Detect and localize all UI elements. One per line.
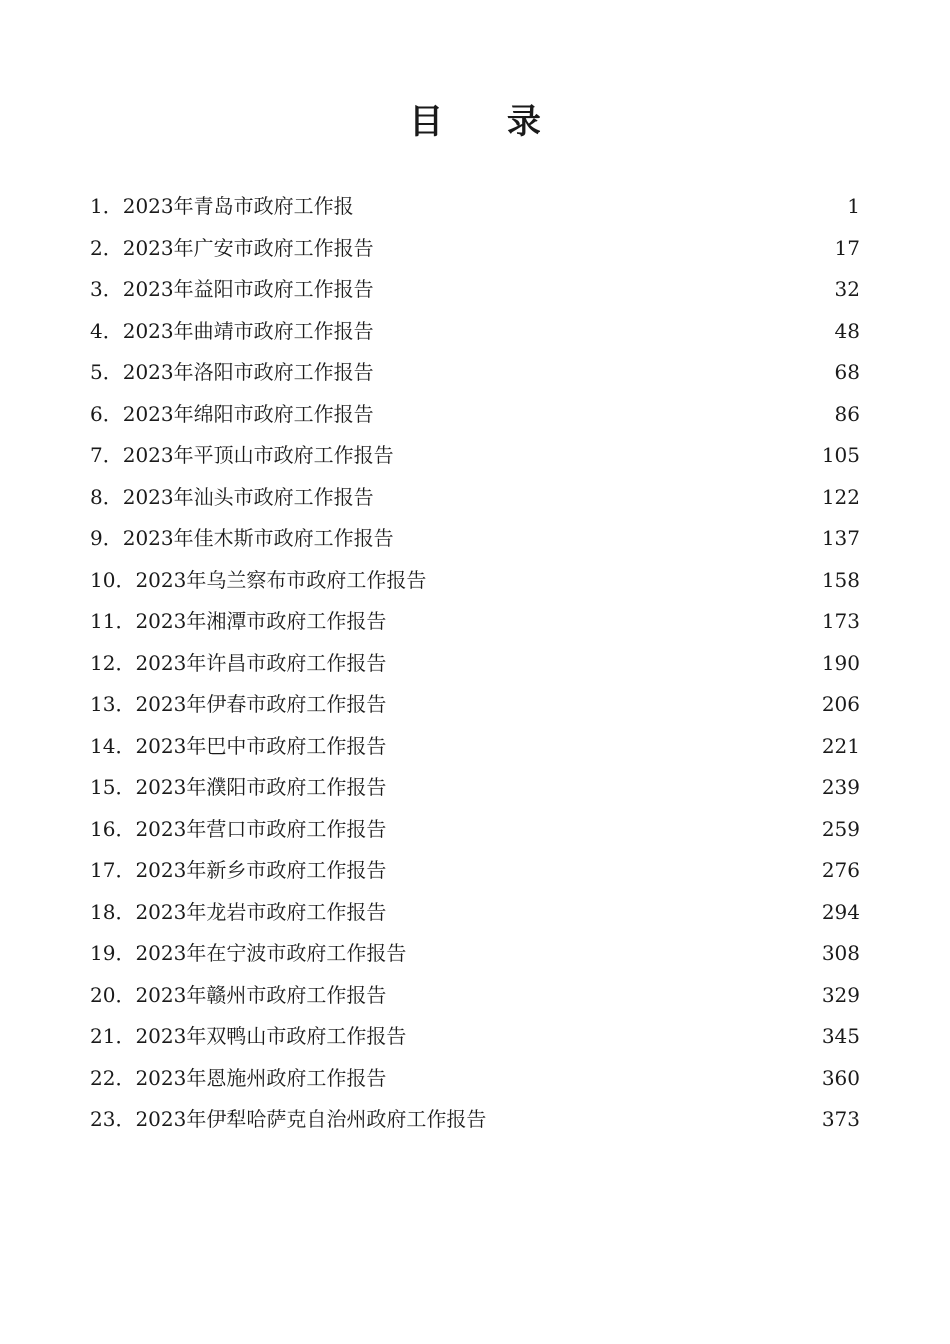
toc-entry[interactable] xyxy=(90,809,860,851)
toc-entry-label: 13．2023年伊春市政府工作报告 xyxy=(90,692,387,716)
toc-entry-label: 5．2023年洛阳市政府工作报告 xyxy=(90,360,374,384)
toc-entry[interactable] xyxy=(90,394,860,436)
toc-entry-label: 12．2023年许昌市政府工作报告 xyxy=(90,650,387,675)
toc-entry[interactable] xyxy=(90,933,860,975)
toc-entry[interactable] xyxy=(90,435,860,477)
toc-entry-page: 206 xyxy=(821,692,860,716)
toc-entry[interactable] xyxy=(90,560,860,602)
toc-entry-label: 2．2023年广安市政府工作报告 xyxy=(90,235,374,260)
toc-entry-label: 21．2023年双鸭山市政府工作报告 xyxy=(90,1024,407,1048)
toc-entry-page: 1 xyxy=(847,194,860,218)
toc-entry-page: 259 xyxy=(821,816,860,841)
toc-entry-label: 17．2023年新乡市政府工作报告 xyxy=(90,858,387,882)
toc-entry-label: 22．2023年恩施州政府工作报告 xyxy=(90,1065,387,1090)
toc-entry-label: 1．2023年青岛市政府工作报 xyxy=(90,194,354,218)
toc-entry[interactable] xyxy=(90,643,860,685)
toc-entry-page: 345 xyxy=(821,1024,860,1048)
toc-entry-label: 6．2023年绵阳市政府工作报告 xyxy=(90,401,374,426)
toc-entry[interactable] xyxy=(90,850,860,892)
toc-entry-page: 221 xyxy=(821,733,860,758)
toc-entry-page: 276 xyxy=(821,858,860,882)
toc-entry-label: 14．2023年巴中市政府工作报告 xyxy=(90,733,387,758)
toc-entry-page: 308 xyxy=(821,941,860,965)
toc-entry[interactable] xyxy=(90,726,860,768)
toc-entry-page: 32 xyxy=(834,277,860,301)
toc-entry-label: 16．2023年营口市政府工作报告 xyxy=(90,816,387,841)
page-title: 目 录 xyxy=(409,102,567,142)
toc-entry-page: 105 xyxy=(821,443,860,467)
toc-entry-page: 137 xyxy=(821,526,860,550)
toc-entry[interactable] xyxy=(90,1099,860,1141)
toc-entry[interactable] xyxy=(90,601,860,643)
toc-entry[interactable] xyxy=(90,269,860,311)
toc-entry-page: 373 xyxy=(821,1107,860,1131)
toc-entry[interactable] xyxy=(90,228,860,270)
toc-entry[interactable] xyxy=(90,477,860,519)
toc-entry-page: 68 xyxy=(834,360,860,384)
toc-entry[interactable] xyxy=(90,311,860,353)
table-of-contents xyxy=(90,186,860,1141)
toc-entry[interactable] xyxy=(90,352,860,394)
toc-entry-label: 10．2023年乌兰察布市政府工作报告 xyxy=(90,567,427,592)
toc-entry-page: 360 xyxy=(821,1065,860,1090)
toc-entry-page: 17 xyxy=(834,235,860,260)
toc-entry-label: 18．2023年龙岩市政府工作报告 xyxy=(90,899,387,924)
toc-entry-label: 7．2023年平顶山市政府工作报告 xyxy=(90,443,394,467)
toc-entry[interactable] xyxy=(90,1058,860,1100)
toc-entry-label: 8．2023年汕头市政府工作报告 xyxy=(90,484,374,509)
toc-entry-page: 158 xyxy=(821,567,860,592)
toc-entry-label: 3．2023年益阳市政府工作报告 xyxy=(90,277,374,301)
toc-entry-label: 15．2023年濮阳市政府工作报告 xyxy=(90,775,387,799)
toc-entry-label: 9．2023年佳木斯市政府工作报告 xyxy=(90,526,394,550)
toc-entry-page: 239 xyxy=(821,775,860,799)
toc-entry-label: 23．2023年伊犁哈萨克自治州政府工作报告 xyxy=(90,1107,487,1131)
toc-entry-page: 329 xyxy=(821,982,860,1007)
toc-entry[interactable] xyxy=(90,975,860,1017)
toc-entry-page: 294 xyxy=(821,899,860,924)
toc-entry-page: 190 xyxy=(821,650,860,675)
toc-entry[interactable] xyxy=(90,767,860,809)
toc-entry[interactable] xyxy=(90,892,860,934)
toc-entry-page: 122 xyxy=(821,484,860,509)
toc-entry-page: 86 xyxy=(834,401,860,426)
toc-entry-label: 20．2023年赣州市政府工作报告 xyxy=(90,982,387,1007)
toc-entry-page: 48 xyxy=(834,318,860,343)
toc-entry[interactable] xyxy=(90,518,860,560)
toc-entry[interactable] xyxy=(90,186,860,228)
toc-entry-label: 19．2023年在宁波市政府工作报告 xyxy=(90,941,407,965)
toc-entry[interactable] xyxy=(90,1016,860,1058)
toc-entry[interactable] xyxy=(90,684,860,726)
toc-entry-label: 11．2023年湘潭市政府工作报告 xyxy=(90,609,387,633)
toc-entry-label: 4．2023年曲靖市政府工作报告 xyxy=(90,318,374,343)
toc-entry-page: 173 xyxy=(821,609,860,633)
